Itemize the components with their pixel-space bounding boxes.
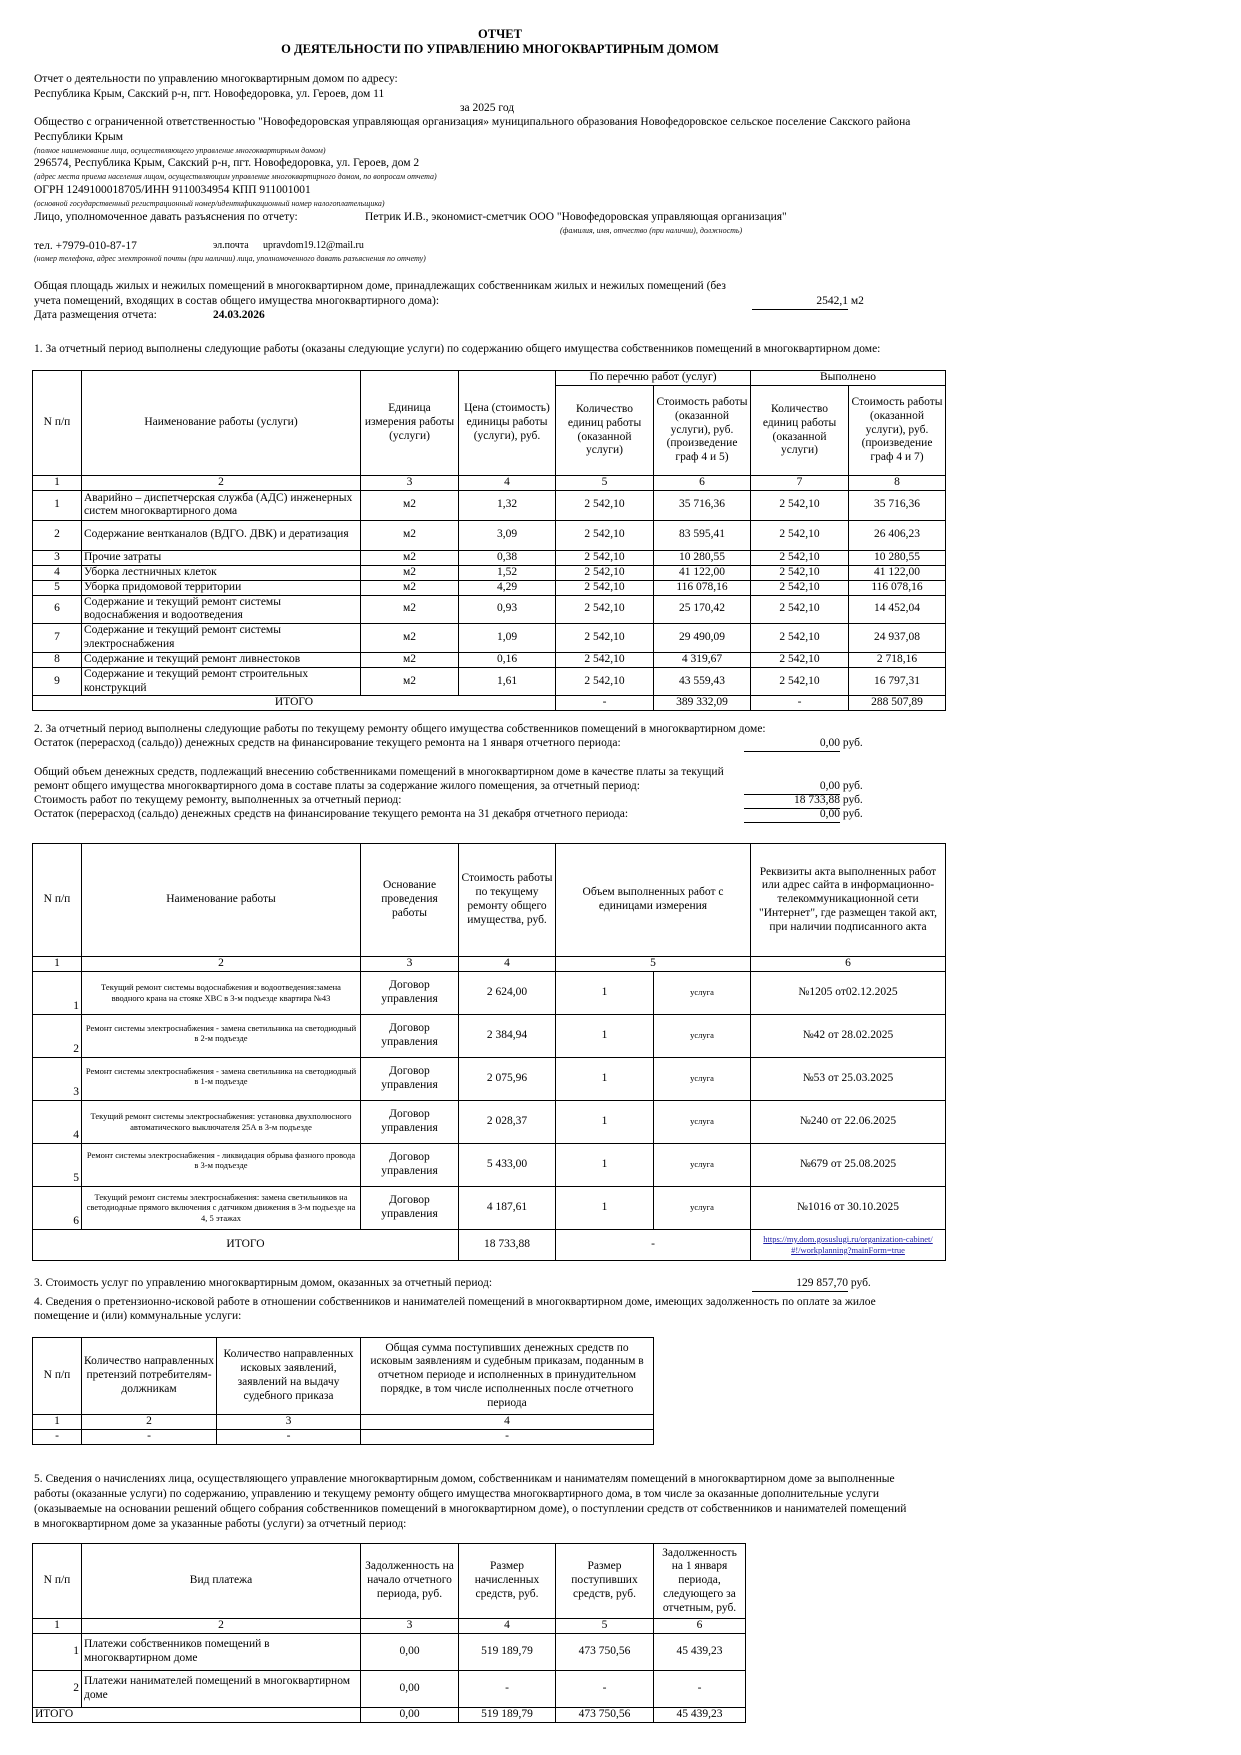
cost-done: 2 718,16	[849, 652, 946, 667]
qty-plan: 2 542,10	[556, 490, 654, 520]
cost: 2 075,96	[459, 1057, 556, 1100]
cost-done: 10 280,55	[849, 550, 946, 565]
qty-plan: 2 542,10	[556, 565, 654, 580]
basis: Договор управления	[361, 1143, 459, 1186]
col-header-cost-done: Стоимость работы (оказанной услуги), руб. (произведение граф 4 и 7)	[849, 386, 946, 476]
work-name: Ремонт системы электроснабжения - замена светильника на светодиодный в 2-м подъезде	[82, 1014, 361, 1057]
date-label: Дата размещения отчета:	[34, 309, 157, 321]
row-number: 6	[33, 1186, 82, 1229]
row-number: 7	[33, 624, 82, 653]
qty-done: 2 542,10	[751, 595, 849, 624]
price: 3,09	[459, 520, 556, 550]
qty: 1	[556, 1100, 654, 1143]
registration-hint: (основной государственный регистрационный номер/идентификационный номер налогоплательщика)	[34, 199, 385, 208]
col-header-charged: Размер начисленных средств, руб.	[459, 1544, 556, 1619]
cost: 4 187,61	[459, 1186, 556, 1229]
row-number: 8	[33, 652, 82, 667]
unit: м2	[361, 652, 459, 667]
total-debt-start: 0,00	[361, 1707, 459, 1722]
price: 1,09	[459, 624, 556, 653]
col-number: 2	[82, 1415, 217, 1430]
table-row	[33, 1429, 654, 1444]
table-row	[33, 1633, 746, 1670]
qty-done: 2 542,10	[751, 550, 849, 565]
qty-done: 2 542,10	[751, 624, 849, 653]
responsible-value: Петрик И.В., экономист-сметчик ООО "Новофедоровская управляющая организация"	[365, 211, 787, 223]
total-charged: 519 189,79	[459, 1707, 556, 1722]
total-label: ИТОГО	[33, 1229, 459, 1260]
table-row	[33, 1100, 946, 1143]
work-name: Уборка придомовой территории	[82, 580, 361, 595]
col-number: 3	[217, 1415, 361, 1430]
qty-done: 2 542,10	[751, 667, 849, 696]
table-row	[33, 580, 946, 595]
work-name: Прочие затраты	[82, 550, 361, 565]
col-header-lawsuits: Количество направленных исковых заявлений, заявлений на выдачу судебного приказа	[217, 1338, 361, 1415]
cost: 2 624,00	[459, 971, 556, 1014]
cost: 5 433,00	[459, 1143, 556, 1186]
col-header-act: Реквизиты акта выполненных работ или адрес сайта в информационно-телекоммуникационной сети "Интернет", где размещен такой акт, при наличии подписанного акта	[751, 844, 946, 957]
currency-label: руб.	[850, 1277, 871, 1289]
contact-hint: (номер телефона, адрес электронной почты (при наличии) лица, уполномоченного давать разъяснения по отчету)	[34, 254, 426, 263]
total-row	[33, 1229, 946, 1260]
col-header-name: Наименование работы (услуги)	[82, 371, 361, 476]
col-header-debt-start: Задолженность на начало отчетного периода, руб.	[361, 1544, 459, 1619]
total-volume: -	[556, 1229, 751, 1260]
unit: м2	[361, 520, 459, 550]
price: 0,16	[459, 652, 556, 667]
currency-label: руб.	[842, 737, 863, 749]
cell: -	[82, 1429, 217, 1444]
col-number: 3	[361, 1619, 459, 1634]
row-number: 2	[33, 1670, 82, 1707]
col-header-name: Наименование работы	[82, 844, 361, 957]
row-number: 2	[33, 1014, 82, 1057]
received: -	[556, 1670, 654, 1707]
col-header-claims: Количество направленных претензий потребителям-должникам	[82, 1338, 217, 1415]
qty-done: 2 542,10	[751, 652, 849, 667]
col-number: 2	[82, 476, 361, 491]
cost: 2 384,94	[459, 1014, 556, 1057]
price: 0,38	[459, 550, 556, 565]
work-name: Текущий ремонт системы водоснабжения и водоотведения:замена вводного крана на стояке ХВС в 3-м подъезде квартира №43	[82, 971, 361, 1014]
section4-heading-line1: 4. Сведения о претензионно-исковой работе в отношении собственников и нанимателей помещений в многоквартирном доме, имеющих задолженность по оплате за жилое	[34, 1296, 876, 1308]
payment-type: Платежи нанимателей помещений в многоквартирном доме	[82, 1670, 361, 1707]
total-cost-plan: 389 332,09	[654, 696, 751, 711]
col-header-n: N п/п	[33, 371, 82, 476]
act-details: №1205 от02.12.2025	[751, 971, 946, 1014]
balance-end-label: Остаток (перерасход (сальдо) денежных средств на финансирование текущего ремонта на 31 декабря отчетного периода:	[34, 808, 629, 820]
col-number: 4	[459, 1619, 556, 1634]
table-row	[33, 971, 946, 1014]
basis: Договор управления	[361, 1014, 459, 1057]
row-number: 5	[33, 580, 82, 595]
report-title: ОТЧЕТ	[478, 27, 522, 41]
col-number: 4	[459, 957, 556, 972]
table-row	[33, 624, 946, 653]
col-header-unit: Единица измерения работы (услуги)	[361, 371, 459, 476]
work-name: Ремонт системы электроснабжения - замена светильника на светодиодный в 1-м подъезде	[82, 1057, 361, 1100]
unit: услуга	[654, 1143, 751, 1186]
cost-plan: 25 170,42	[654, 595, 751, 624]
repair-cost-value: 18 733,88	[744, 794, 840, 809]
currency-label: руб.	[842, 780, 863, 792]
col-header-debt-end: Задолженность на 1 января периода, следующего за отчетным, руб.	[654, 1544, 746, 1619]
unit: м2	[361, 595, 459, 624]
registration-numbers: ОГРН 1249100018705/ИНН 9110034954 КПП 911001001	[34, 184, 311, 196]
col-number: 5	[556, 476, 654, 491]
unit: услуга	[654, 1100, 751, 1143]
total-row	[33, 1707, 746, 1722]
balance-end-value: 0,00	[744, 808, 840, 823]
total-funds-line1: Общий объем денежных средств, подлежащий внесению собственниками помещений в многоквартирном доме в качестве платы за текущий	[34, 766, 724, 778]
row-number: 1	[33, 490, 82, 520]
org-name-hint: (полное наименование лица, осуществляющего управление многоквартирным домом)	[34, 146, 326, 155]
unit: услуга	[654, 1014, 751, 1057]
cost: 2 028,37	[459, 1100, 556, 1143]
col-header-basis: Основание проведения работы	[361, 844, 459, 957]
basis: Договор управления	[361, 1100, 459, 1143]
org-name-line2: Республики Крым	[34, 131, 123, 143]
column-numbers-row	[33, 1619, 746, 1634]
contact-phone: тел. +7979-010-87-17	[34, 240, 137, 252]
cost-done: 41 122,00	[849, 565, 946, 580]
claims-table	[32, 1337, 654, 1445]
work-name: Содержание вентканалов (ВДГО. ДВК) и дератизация	[82, 520, 361, 550]
unit: услуга	[654, 971, 751, 1014]
col-number: 3	[361, 476, 459, 491]
basis: Договор управления	[361, 1186, 459, 1229]
area-text-line1: Общая площадь жилых и нежилых помещений в многоквартирном доме, принадлежащих собственникам жилых и нежилых помещений (без	[34, 280, 726, 292]
col-number: 3	[361, 957, 459, 972]
column-numbers-row	[33, 957, 946, 972]
qty: 1	[556, 971, 654, 1014]
col-header-cost: Стоимость работы по текущему ремонту общего имущества, руб.	[459, 844, 556, 957]
table-row	[33, 1057, 946, 1100]
col-header-volume: Объем выполненных работ с единицами измерения	[556, 844, 751, 957]
col-header-n: N п/п	[33, 1338, 82, 1415]
qty-done: 2 542,10	[751, 580, 849, 595]
price: 4,29	[459, 580, 556, 595]
repair-table	[32, 843, 946, 1261]
col-header-cost-plan: Стоимость работы (оказанной услуги), руб. (произведение граф 4 и 5)	[654, 386, 751, 476]
debt-start: 0,00	[361, 1670, 459, 1707]
area-value: 2542,1	[752, 295, 848, 310]
section5-heading-line3: (оказываемые на основании решений общего собрания собственников помещений в многоквартирном доме), о поступлении средств от собственников и нанимателей помещений	[34, 1503, 907, 1515]
unit: м2	[361, 565, 459, 580]
act-details: №53 от 25.03.2025	[751, 1057, 946, 1100]
row-number: 1	[33, 971, 82, 1014]
price: 1,32	[459, 490, 556, 520]
qty: 1	[556, 1057, 654, 1100]
qty-done: 2 542,10	[751, 490, 849, 520]
cost-done: 35 716,36	[849, 490, 946, 520]
cost-plan: 35 716,36	[654, 490, 751, 520]
row-number: 9	[33, 667, 82, 696]
act-details: №1016 от 30.10.2025	[751, 1186, 946, 1229]
currency-label: руб.	[842, 808, 863, 820]
act-details: №679 от 25.08.2025	[751, 1143, 946, 1186]
total-label: ИТОГО	[33, 696, 556, 711]
qty-plan: 2 542,10	[556, 580, 654, 595]
table-row	[33, 565, 946, 580]
col-header-n: N п/п	[33, 1544, 82, 1619]
col-number: 1	[33, 476, 82, 491]
work-name: Текущий ремонт системы электроснабжения: замена светильников на светодиодные прямого включения с датчиком движения в 3-м подъезде на 4, 5 этажах	[82, 1186, 361, 1229]
col-number: 2	[82, 957, 361, 972]
cell: -	[33, 1429, 82, 1444]
contact-email: upravdom19.12@mail.ru	[263, 240, 364, 251]
col-number: 4	[459, 476, 556, 491]
work-name: Текущий ремонт системы электроснабжения: установка двухполюсного автоматического выключателя 25А в 3-м подъезде	[82, 1100, 361, 1143]
row-number: 1	[33, 1633, 82, 1670]
cost-plan: 83 595,41	[654, 520, 751, 550]
column-numbers-row	[33, 1415, 654, 1430]
col-number: 7	[751, 476, 849, 491]
group-header-done: Выполнено	[751, 371, 946, 386]
section5-heading-line2: работы (оказанные услуги) по содержанию, управлению и текущему ремонту общего имущества многоквартирного дома, в том числе за оказанные дополнительные услуги	[34, 1488, 880, 1500]
row-number: 3	[33, 1057, 82, 1100]
col-number: 5	[556, 1619, 654, 1634]
cost-done: 24 937,08	[849, 624, 946, 653]
cost-plan: 29 490,09	[654, 624, 751, 653]
table-row	[33, 595, 946, 624]
cost-plan: 4 319,67	[654, 652, 751, 667]
qty-plan: 2 542,10	[556, 520, 654, 550]
total-qty-plan: -	[556, 696, 654, 711]
responsible-hint: (фамилия, имя, отчество (при наличии), должность)	[560, 226, 743, 235]
received: 473 750,56	[556, 1633, 654, 1670]
qty-plan: 2 542,10	[556, 652, 654, 667]
table-row	[33, 1143, 946, 1186]
debt-start: 0,00	[361, 1633, 459, 1670]
address-label: Отчет о деятельности по управлению многоквартирным домом по адресу:	[34, 73, 398, 85]
col-number: 2	[82, 1619, 361, 1634]
row-number: 3	[33, 550, 82, 565]
work-name: Ремонт системы электроснабжения - ликвидация обрыва фазного провода в 3-м подъезде	[82, 1143, 361, 1186]
table-row	[33, 490, 946, 520]
col-number: 4	[361, 1415, 654, 1430]
column-numbers-row	[33, 476, 946, 491]
gis-zhkh-link[interactable]: https://my.dom.gosuslugi.ru/organization-cabinet/#!/workplanning?mainForm=true	[763, 1233, 933, 1255]
col-header-received: Размер поступивших средств, руб.	[556, 1544, 654, 1619]
cost-done: 16 797,31	[849, 667, 946, 696]
section2-heading: 2. За отчетный период выполнены следующие работы по текущему ремонту общего имущества собственников помещений в многоквартирном доме:	[34, 723, 766, 735]
balance-start-value: 0,00	[744, 737, 840, 752]
charged: 519 189,79	[459, 1633, 556, 1670]
col-header-qty-plan: Количество единиц работы (оказанной услуги)	[556, 386, 654, 476]
cost-plan: 116 078,16	[654, 580, 751, 595]
col-header-price: Цена (стоимость) единицы работы (услуги), руб.	[459, 371, 556, 476]
unit: м2	[361, 490, 459, 520]
report-period: за 2025 год	[460, 102, 515, 114]
col-header-payment-type: Вид платежа	[82, 1544, 361, 1619]
row-number: 2	[33, 520, 82, 550]
management-cost-label: 3. Стоимость услуг по управлению многоквартирным домом, оказанных за отчетный период:	[34, 1277, 493, 1289]
debt-end: 45 439,23	[654, 1633, 746, 1670]
total-cost-done: 288 507,89	[849, 696, 946, 711]
email-label: эл.почта	[213, 240, 249, 251]
qty-plan: 2 542,10	[556, 667, 654, 696]
price: 0,93	[459, 595, 556, 624]
cost-done: 14 452,04	[849, 595, 946, 624]
qty: 1	[556, 1143, 654, 1186]
currency-label: руб.	[842, 794, 863, 806]
house-address: Республика Крым, Сакский р-н, пгт. Новофедоровка, ул. Героев, дом 11	[34, 88, 385, 100]
col-number: 8	[849, 476, 946, 491]
col-number: 1	[33, 1619, 82, 1634]
act-details: №240 от 22.06.2025	[751, 1100, 946, 1143]
total-row	[33, 696, 946, 711]
row-number: 6	[33, 595, 82, 624]
unit: услуга	[654, 1186, 751, 1229]
payments-table	[32, 1543, 746, 1723]
unit: м2	[361, 550, 459, 565]
total-received: 473 750,56	[556, 1707, 654, 1722]
price: 1,61	[459, 667, 556, 696]
management-cost-value: 129 857,70	[752, 1277, 848, 1292]
total-debt-end: 45 439,23	[654, 1707, 746, 1722]
section4-heading-line2: помещение и (или) коммунальные услуги:	[34, 1310, 242, 1322]
section5-heading-line4: в многоквартирном доме за указанные работы (услуги) за отчетный период:	[34, 1518, 407, 1530]
responsible-label: Лицо, уполномоченное давать разъяснения по отчету:	[34, 211, 298, 223]
price: 1,52	[459, 565, 556, 580]
org-name-line1: Общество с ограниченной ответственностью "Новофедоровская управляющая организация» муниципального образования Новофедоровское сельское поселение Сакского района	[34, 116, 911, 128]
qty: 1	[556, 1186, 654, 1229]
table-row	[33, 667, 946, 696]
qty-plan: 2 542,10	[556, 595, 654, 624]
col-header-qty-done: Количество единиц работы (оказанной услуги)	[751, 386, 849, 476]
area-text-line2: учета помещений, входящих в состав общего имущества многоквартирного дома):	[34, 295, 440, 307]
work-name: Содержание и текущий ремонт ливнестоков	[82, 652, 361, 667]
col-header-recovered-sum: Общая сумма поступивших денежных средств по исковым заявлениям и судебным приказам, поданным в отчетном периоде и исполненных в принудительном порядке, в том числе исполненных после отчетного периода	[361, 1338, 654, 1415]
qty-done: 2 542,10	[751, 520, 849, 550]
area-unit: м2	[850, 295, 864, 307]
cost-done: 116 078,16	[849, 580, 946, 595]
debt-end: -	[654, 1670, 746, 1707]
col-number: 1	[33, 957, 82, 972]
work-name: Содержание и текущий ремонт системы водоснабжения и водоотведения	[82, 595, 361, 624]
col-number: 1	[33, 1415, 82, 1430]
balance-start-label: Остаток (перерасход (сальдо)) денежных средств на финансирование текущего ремонта на 1 января отчетного периода:	[34, 737, 621, 749]
col-header-n: N п/п	[33, 844, 82, 957]
col-number: 6	[654, 1619, 746, 1634]
section5-heading-line1: 5. Сведения о начислениях лица, осуществляющего управление многоквартирным домом, собственникам и нанимателям помещений в многоквартирном доме за выполненные	[34, 1473, 895, 1485]
maintenance-table	[32, 370, 946, 711]
reception-address: 296574, Республика Крым, Сакский р-н, пгт. Новофедоровка, ул. Героев, дом 2	[34, 157, 420, 169]
col-number: 6	[751, 957, 946, 972]
total-funds-value: 0,00	[744, 780, 840, 795]
total-label: ИТОГО	[33, 1707, 361, 1722]
work-name: Уборка лестничных клеток	[82, 565, 361, 580]
qty-done: 2 542,10	[751, 565, 849, 580]
col-number: 6	[654, 476, 751, 491]
act-details: №42 от 28.02.2025	[751, 1014, 946, 1057]
unit: м2	[361, 580, 459, 595]
row-number: 5	[33, 1143, 82, 1186]
col-number: 5	[556, 957, 751, 972]
total-qty-done: -	[751, 696, 849, 711]
qty: 1	[556, 1014, 654, 1057]
work-name: Содержание и текущий ремонт строительных конструкций	[82, 667, 361, 696]
date-value: 24.03.2026	[213, 309, 265, 321]
basis: Договор управления	[361, 1057, 459, 1100]
qty-plan: 2 542,10	[556, 624, 654, 653]
reception-hint: (адрес места приема населения лицом, осуществляющим управление многоквартирного домом, по вопросам отчета)	[34, 172, 437, 181]
basis: Договор управления	[361, 971, 459, 1014]
cost-plan: 10 280,55	[654, 550, 751, 565]
group-header-plan: По перечню работ (услуг)	[556, 371, 751, 386]
table-row	[33, 1186, 946, 1229]
unit: м2	[361, 624, 459, 653]
total-cost: 18 733,88	[459, 1229, 556, 1260]
payment-type: Платежи собственников помещений в многоквартирном доме	[82, 1633, 361, 1670]
table-row	[33, 520, 946, 550]
cell: -	[217, 1429, 361, 1444]
unit: м2	[361, 667, 459, 696]
charged: -	[459, 1670, 556, 1707]
unit: услуга	[654, 1057, 751, 1100]
table-row	[33, 550, 946, 565]
total-funds-line2: ремонт общего имущества многоквартирного дома в составе платы за содержание жилого помещения, за отчетный период:	[34, 780, 640, 792]
table-row	[33, 652, 946, 667]
cell: -	[361, 1429, 654, 1444]
cost-done: 26 406,23	[849, 520, 946, 550]
cost-plan: 43 559,43	[654, 667, 751, 696]
qty-plan: 2 542,10	[556, 550, 654, 565]
table-row	[33, 1014, 946, 1057]
row-number: 4	[33, 565, 82, 580]
section1-heading: 1. За отчетный период выполнены следующие работы (оказаны следующие услуги) по содержанию общего имущества собственников помещений в многоквартирном доме:	[34, 343, 881, 355]
repair-cost-label: Стоимость работ по текущему ремонту, выполненных за отчетный период:	[34, 794, 402, 806]
row-number: 4	[33, 1100, 82, 1143]
table-row	[33, 1670, 746, 1707]
work-name: Аварийно – диспетчерская служба (АДС) инженерных систем многоквартирного дома	[82, 490, 361, 520]
work-name: Содержание и текущий ремонт системы электроснабжения	[82, 624, 361, 653]
cost-plan: 41 122,00	[654, 565, 751, 580]
report-subtitle: О ДЕЯТЕЛЬНОСТИ ПО УПРАВЛЕНИЮ МНОГОКВАРТИРНЫМ ДОМОМ	[281, 42, 719, 56]
